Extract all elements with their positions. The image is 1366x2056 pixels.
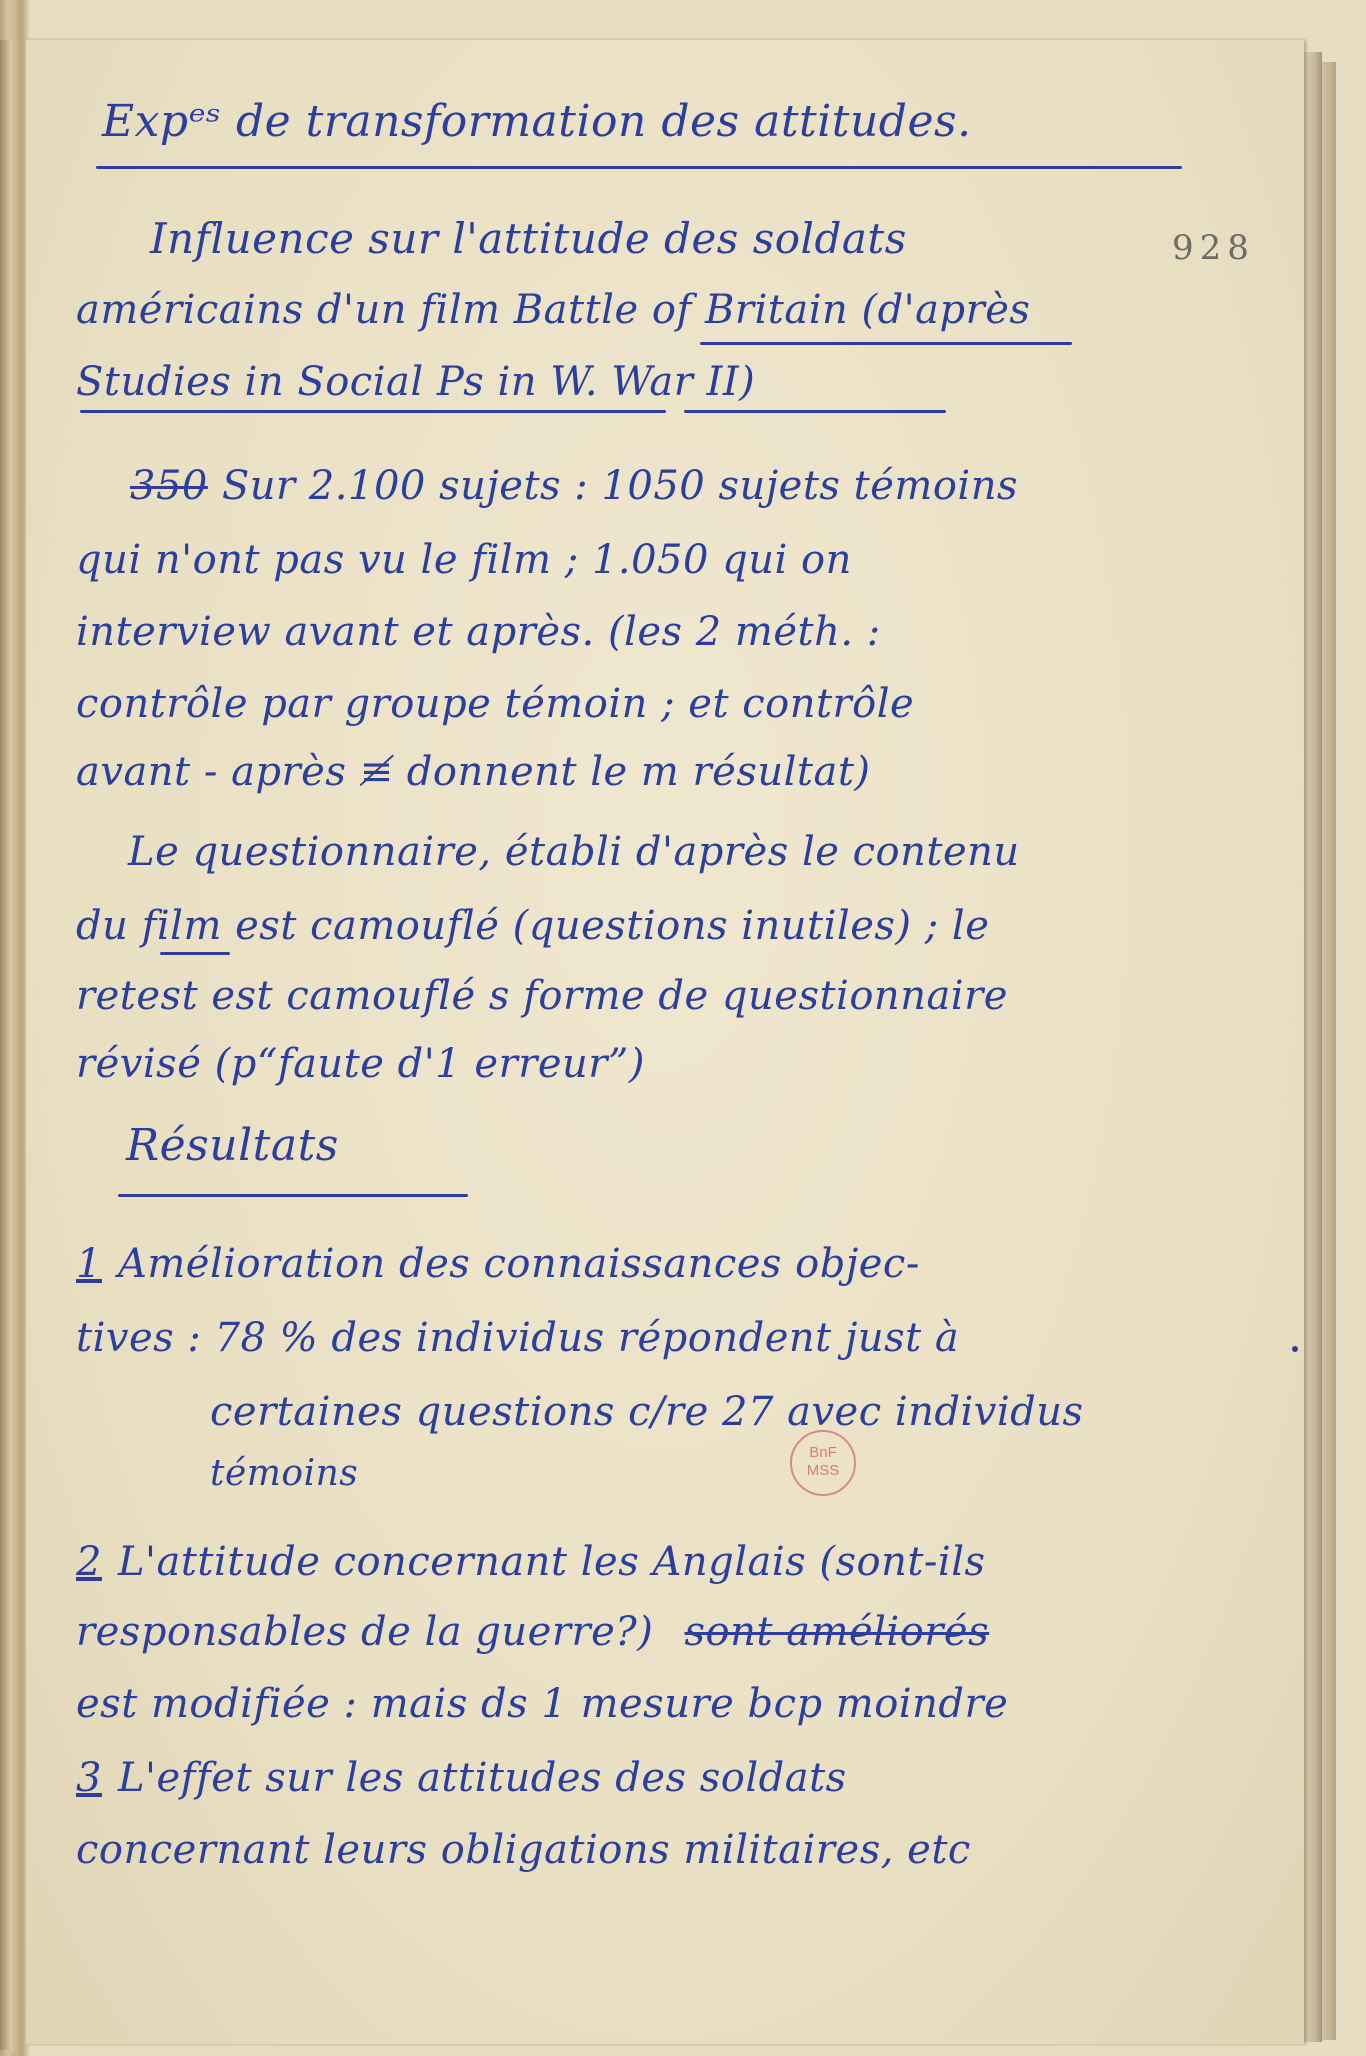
result-2-line-3: est modifiée : mais ds 1 mesure bcp moindre	[76, 1681, 1009, 1727]
binding-edge	[0, 40, 18, 2050]
method-struck-number: 350	[130, 463, 208, 509]
result-1-number: 1	[76, 1241, 102, 1287]
result-3-line-1	[76, 1755, 847, 1801]
influence-line-2: américains d'un film Battle of Britain (d'après	[76, 287, 1031, 333]
result-1-line-2: tives : 78 % des individus répondent just à	[76, 1315, 960, 1361]
page-edge	[1304, 52, 1322, 2042]
result-1-line-3: certaines questions c/re 27 avec individus	[210, 1389, 1084, 1435]
result-3-text-1: L'effet sur les attitudes des soldats	[117, 1755, 847, 1801]
method-line-2: qui n'ont pas vu le film ; 1.050 qui on	[76, 537, 852, 583]
method-line-1-text: Sur 2.100 sujets : 1050 sujets témoins	[221, 463, 1018, 509]
influence-line-3: Studies in Social Ps in W. War II)	[76, 359, 756, 405]
results-heading: Résultats	[126, 1120, 339, 1171]
method-line-4: contrôle par groupe témoin ; et contrôle	[76, 681, 915, 727]
result-3-line-2: concernant leurs obligations militaires, etc	[76, 1827, 971, 1873]
result-2-line-1	[76, 1539, 986, 1585]
result-2-number: 2	[76, 1539, 102, 1585]
result-2-struck: sont améliorés	[684, 1609, 990, 1655]
folio-number: 928	[1172, 228, 1255, 268]
questionnaire-line-2: du film est camouflé (questions inutiles) ; le	[76, 903, 990, 949]
result-2-text-2: responsables de la guerre?)	[76, 1609, 654, 1655]
questionnaire-line-1: Le questionnaire, établi d'après le contenu	[128, 829, 1020, 875]
method-line-1	[130, 463, 1018, 509]
film-word-underline	[160, 952, 230, 955]
result-3-number: 3	[76, 1755, 102, 1801]
result-1-text-1: Amélioration des connaissances objec-	[117, 1241, 920, 1287]
questionnaire-line-4: révisé (p“faute d'1 erreur”)	[76, 1041, 645, 1087]
stamp-line-1: BnF	[809, 1444, 837, 1461]
result-2-line-2	[76, 1609, 990, 1655]
source-underline-1	[80, 410, 666, 413]
film-title-underline	[700, 342, 1072, 345]
margin-dot	[1292, 1346, 1298, 1352]
source-underline-2	[684, 410, 946, 413]
influence-line-1: Influence sur l'attitude des soldats	[150, 214, 907, 263]
method-line-5: avant - après ≢ donnent le m résultat)	[76, 749, 871, 795]
method-line-3: interview avant et après. (les 2 méth. :	[76, 609, 881, 655]
result-1-line-4: témoins	[210, 1453, 359, 1494]
result-1-line-1	[76, 1241, 920, 1287]
page-edge-back	[1322, 62, 1336, 2040]
questionnaire-line-3: retest est camouflé s forme de questionnaire	[76, 973, 1008, 1019]
title-underline	[96, 166, 1182, 169]
results-heading-underline	[118, 1194, 468, 1197]
bnf-mss-stamp	[790, 1430, 856, 1496]
page-title: Expᵉˢ de transformation des attitudes.	[102, 96, 972, 147]
stamp-line-2: MSS	[806, 1462, 840, 1479]
result-2-text-1: L'attitude concernant les Anglais (sont-ils	[117, 1539, 986, 1585]
